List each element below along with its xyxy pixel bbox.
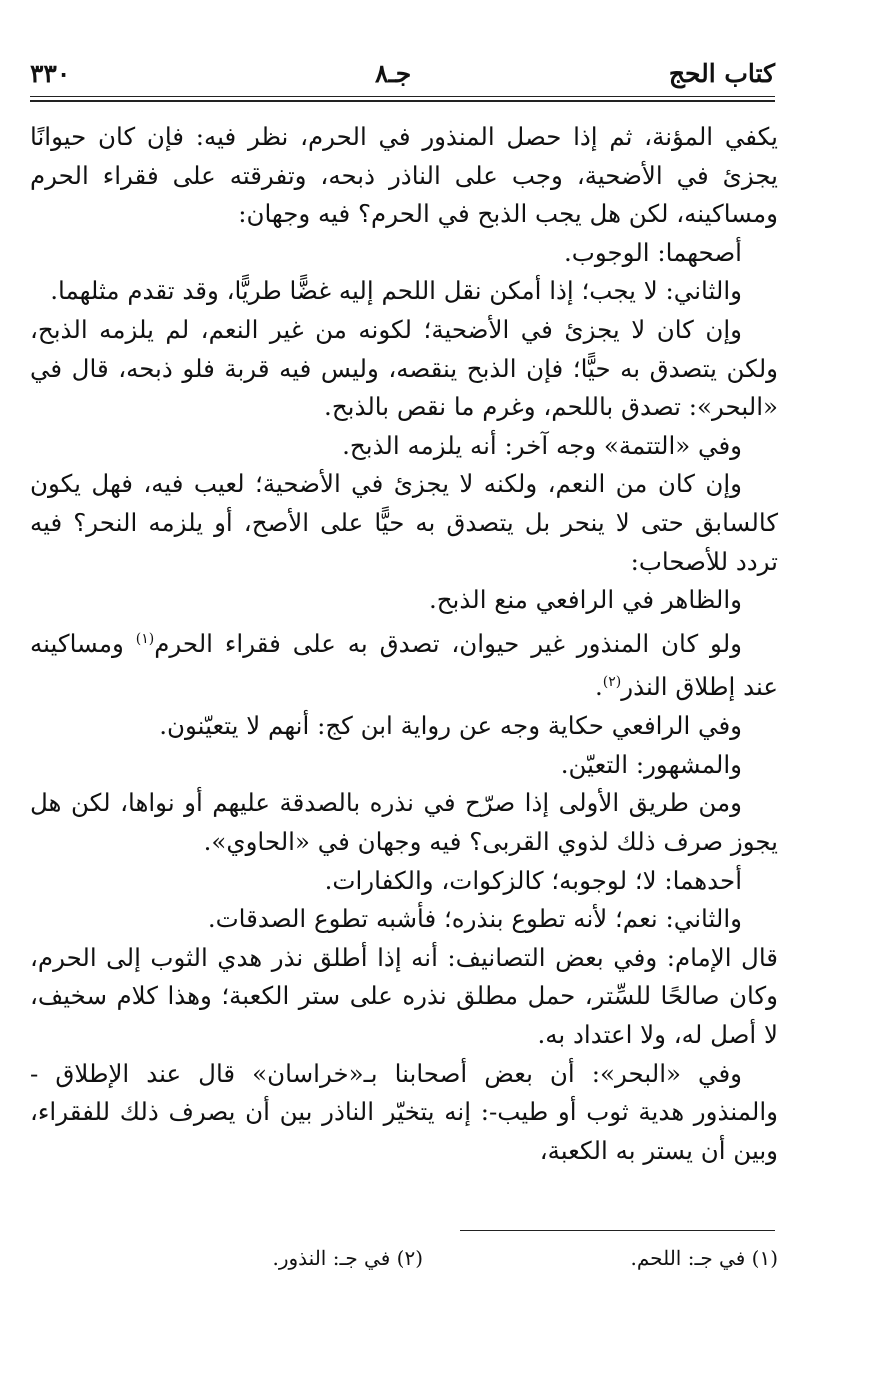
paragraph: والظاهر في الرافعي منع الذبح. [428,585,742,615]
page-header [30,56,775,92]
paragraph-text: . [594,672,603,702]
paragraph: أحدهما: لا؛ لوجوبه؛ كالزكوات، والكفارات. [324,865,742,895]
paragraph: والثاني: نعم؛ لأنه تطوع بنذره؛ فأشبه تطوع الصدقات. [207,904,742,934]
footnote-2: (٢) في جـ: النذور. [272,1246,423,1270]
header-rule [30,96,775,97]
header-rule-thick [30,100,775,102]
footnote-rule [460,1230,775,1231]
paragraph: وإن كان من النعم، ولكنه لا يجزئ في الأضحية؛ لعيب فيه، فهل يكون كالسابق حتى لا ينحر بل يتصدق به حيًّا على الأصح، أو يلزمه النحر؟ فيه تردد للأصحاب: [30,469,778,576]
paragraph: وفي الرافعي حكاية وجه عن رواية ابن كج: أنهم لا يتعيّنون. [159,711,742,741]
paragraph-text: ومساكينه عند إطلاق النذر [30,628,778,702]
paragraph-with-footnotes [30,620,778,708]
book-title: كتاب الحج [668,59,775,88]
paragraph: قال الإمام: وفي بعض التصانيف: أنه إذا أطلق نذر هدي الثوب إلى الحرم، وكان صالحًا للسِّتر، حمل مطلق نذره على ستر الكعبة؛ وهذا كلام سخيف، لا أصل له، ولا اعتداد به. [30,942,778,1049]
volume-label: جـ٨ [375,59,412,88]
paragraph: والمشهور: التعيّن. [560,749,742,779]
paragraph: وفي «البحر»: أن بعض أصحابنا بـ«خراسان» قال عند الإطلاق - والمنذور هدية ثوب أو طيب-: إنه يتخيّر الناذر بين أن يصرف ذلك للفقراء، وبين أن يستر به الكعبة، [30,1058,778,1165]
footnote-1: (١) في جـ: اللحم. [630,1246,778,1270]
paragraph: أصحهما: الوجوب. [564,237,742,267]
footnotes [30,1242,778,1274]
paragraph: ومن طريق الأولى إذا صرّح في نذره بالصدقة عليهم أو نواها، لكن هل يجوز صرف ذلك لذوي القربى؟ فيه وجهان في «الحاوي». [30,788,778,856]
paragraph: وإن كان لا يجزئ في الأضحية؛ لكونه من غير النعم، لم يلزمه الذبح، ولكن يتصدق به حيًّا؛ فإن الذبح ينقصه، وليس فيه قربة فلو ذبحه، قال في «البحر»: تصدق باللحم، وغرم ما نقص بالذبح. [30,314,778,422]
page-number: ٣٣٠ [30,59,71,88]
paragraph: وفي «التتمة» وجه آخر: أنه يلزمه الذبح. [342,430,742,460]
paragraph: يكفي المؤنة، ثم إذا حصل المنذور في الحرم، نظر فيه: فإن كان حيوانًا يجزئ في الأضحية، وجب على الناذر ذبحه، وتفرقته على فقراء الحرم ومساكينه، لكن هل يجب الذبح في الحرم؟ فيه وجهان: [30,122,778,229]
body-text [30,118,778,1170]
paragraph: والثاني: لا يجب؛ إذا أمكن نقل اللحم إليه غضًّا طريًّا، وقد تقدم مثلهما. [50,276,742,306]
footnote-ref-1: (١) [135,630,155,647]
footnote-ref-2: (٢) [602,674,622,691]
paragraph-text: ولو كان المنذور غير حيوان، تصدق به على فقراء الحرم [154,628,742,658]
